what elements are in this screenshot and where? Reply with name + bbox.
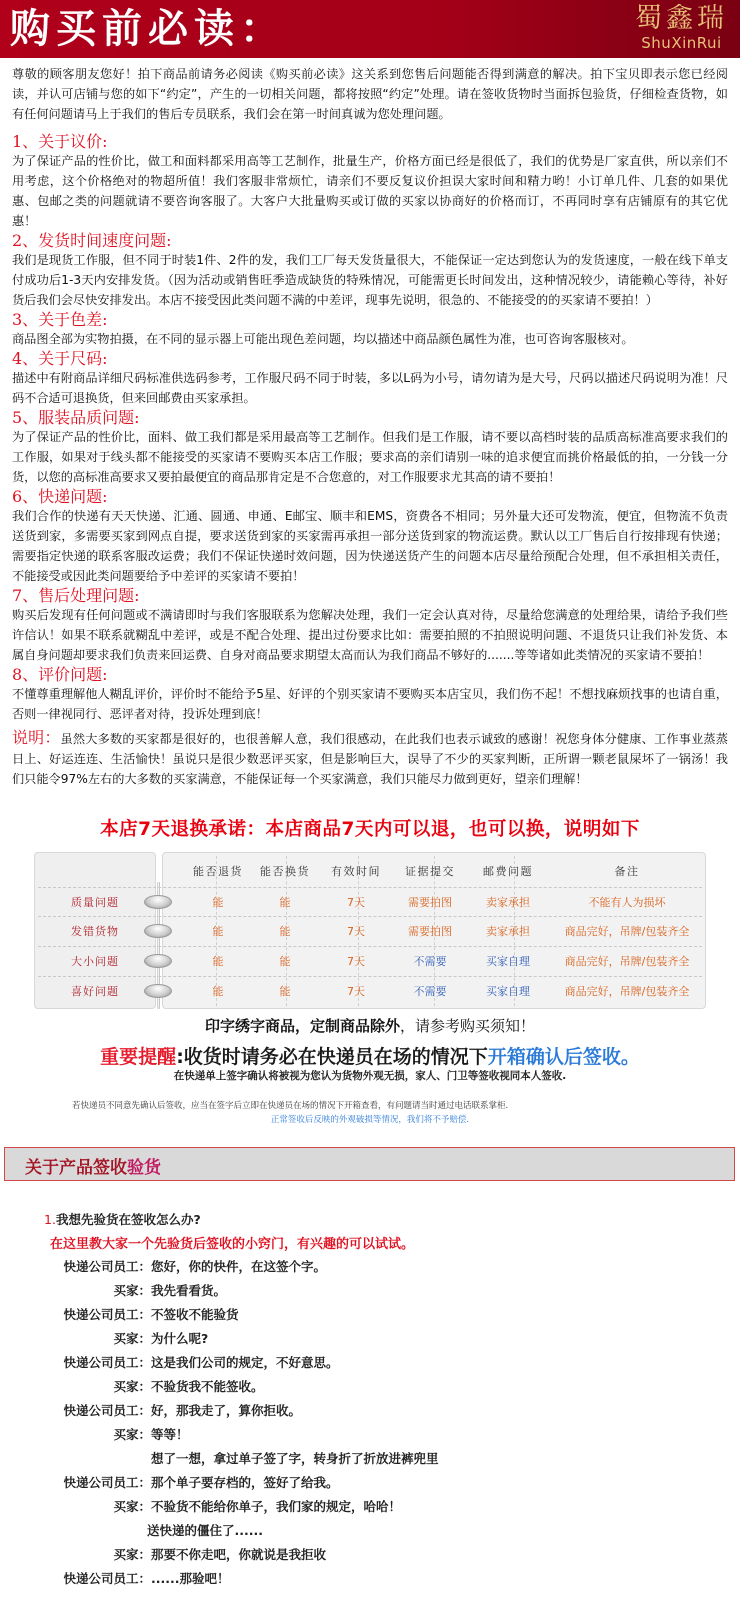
table-cell: 商品完好，吊牌/包装齐全 xyxy=(564,984,690,998)
table-cell: 7天 xyxy=(347,895,365,909)
speaker: 快递公司员工： xyxy=(63,1355,151,1370)
section-body: 我们是现货工作服，但不同于时装1件、2件的发，我们工厂每天发货量很大，不能保证一定达到您认为的发货速度，一般在线下单支付成功后1-3天内安排发货。（因为活动或销售旺季造成缺货的特殊情况，可能需更长时间发出，这种情况较少，请能赖心等待，补好货后我们会尽快安排发出。本店不接受因此类问题不满的中差评，现事先说明，很急的、不能接受的的买家请不要拍！） xyxy=(12,253,728,307)
table-cell: 买家自理 xyxy=(486,984,530,998)
table-cell: 商品完好，吊牌/包装齐全 xyxy=(564,924,690,938)
speech: 那个单子要存档的，签好了给我。 xyxy=(151,1475,339,1490)
speech: 等等！ xyxy=(151,1427,189,1442)
column-header: 能否退货 xyxy=(193,864,243,878)
section-after-sales xyxy=(12,586,728,665)
dialogue-line xyxy=(44,1303,704,1327)
section-header-main: 关于产品签收 xyxy=(25,1158,127,1178)
speaker: 买家： xyxy=(113,1499,151,1514)
speech: 为什么呢? xyxy=(151,1331,209,1346)
narration-line xyxy=(44,1447,704,1471)
column-header: 备注 xyxy=(614,864,640,878)
section-pricing xyxy=(12,132,728,231)
table-cell: 需要拍图 xyxy=(408,895,452,909)
inspection-qa xyxy=(44,1211,704,1591)
table-row xyxy=(34,887,706,916)
speaker: 买家： xyxy=(113,1379,151,1394)
tip-text: 在这里教大家一个先验货后签收的小窍门，有兴趣的可以试试。 xyxy=(50,1237,415,1252)
speaker: 快递公司员工： xyxy=(63,1475,151,1490)
section-reviews xyxy=(12,665,728,724)
speaker: 快递公司员工： xyxy=(63,1403,151,1418)
speech: 这是我们公司的规定，不好意思。 xyxy=(151,1355,339,1370)
exception-note xyxy=(0,1015,740,1036)
section-body: 我们合作的快递有天天快递、汇通、圆通、申通、E邮宝、顺丰和EMS，资费各不相同；另外量大还可发物流，便宜，但物流不负责送货到家，多需要买家到网点自提，要求送货到家的买家需再承担一部分送货到家的物流运费。默认以工厂售后自行按排现有快递；需要指定快递的联系客服改运费；我们不保证快递时效问题，因为快递送货产生的问题本店尽量给预配合处理，但不承担相关责任，不能接受或因此类问题要给予中差评的买家请不要拍！ xyxy=(12,509,728,583)
column-header: 有效时间 xyxy=(331,864,381,878)
row-label: 发错货物 xyxy=(71,924,119,938)
intro-paragraph: 尊敬的顾客朋友您好！拍下商品前请务必阅读《购买前必读》这关系到您售后问题能否得到满意的解决。拍下宝贝即表示您已经阅读，并认可店铺与您的如下“约定”，产生的一切相关问题，都将按照“约定”处理。请在签收货物时当面拆包验货，仔细检查货物，如有任何问题请马上于我们的售后专员联系，我们会在第一时间真诚为您处理问题。 xyxy=(12,67,728,121)
section-sizing xyxy=(12,349,728,408)
table-cell: 7天 xyxy=(347,954,365,968)
table-cell: 能 xyxy=(279,895,291,909)
section-title: 4、关于尺码: xyxy=(12,349,108,368)
reminder-highlight: 开箱确认后签收。 xyxy=(487,1046,640,1068)
table-row xyxy=(34,916,706,945)
reminder-text: 收货时请务必在快递员在场的情况下 xyxy=(183,1046,488,1068)
section-title: 3、关于色差: xyxy=(12,310,108,329)
speaker: 快递公司员工： xyxy=(63,1259,151,1274)
sign-note: 在快递单上签字确认将被视为您认为货物外观无损，家人、门卫等签收视同本人签收. xyxy=(173,1070,567,1082)
section-color-difference xyxy=(12,310,728,349)
table-cell: 买家自理 xyxy=(486,954,530,968)
dialogue-line xyxy=(44,1279,704,1303)
narration: 想了一想，拿过单子签了字，转身折了折放进裤兜里 xyxy=(151,1451,439,1466)
section-body: 为了保证产品的性价比，面料、做工我们都是采用最高等工艺制作。但我们是工作服，请不要以高档时装的品质高标准高要求我们的工作服，如果对于线头都不能接受的买家请不要购买本店工作服；要求高的亲们请别一味的追求便宜而挑价格最低的拍，一分钱一分货，以您的高标准高要求又要拍最便宜的商品那肯定是不合您意的，对工作服要求尤其高的请不要拍！ xyxy=(12,430,728,484)
speech: 不验货我不能签收。 xyxy=(151,1379,264,1394)
speech: 不签收不能验货 xyxy=(151,1307,239,1322)
dialogue-line xyxy=(44,1255,704,1279)
table-cell: 需要拍图 xyxy=(408,924,452,938)
table-cell: 商品完好，吊牌/包装齐全 xyxy=(564,954,690,968)
dialogue-line xyxy=(44,1351,704,1375)
question xyxy=(44,1211,704,1229)
table-cell: 能 xyxy=(212,954,224,968)
reminder-colon: : xyxy=(176,1046,184,1068)
table-cell: 7天 xyxy=(347,984,365,998)
table-cell: 能 xyxy=(212,895,224,909)
dialogue-line xyxy=(44,1423,704,1447)
table-row xyxy=(34,946,706,975)
speech: 我先看看货。 xyxy=(151,1283,227,1298)
column-header: 邮费问题 xyxy=(483,864,533,878)
table-cell: 能 xyxy=(279,984,291,998)
section-body: 为了保证产品的性价比，做工和面料都采用高等工艺制作，批量生产，价格方面已经是很低了，我们的优势是厂家直供，所以亲们不用考虑，这个价格绝对的物超所值！我们客服非常烦忙，请亲们不要反复议价担误大家时间和精力哟！小订单几件、几套的如果优惠、包邮之类的问题就请不要咨询客服了。大客户大批量购买或订做的买家以协商好的价格而订，不再同时享有店铺原有的其它优惠！ xyxy=(12,154,728,228)
narration: 送快递的僵住了...... xyxy=(147,1523,263,1538)
dialogue-line xyxy=(44,1567,704,1591)
speech: 那要不你走吧，你就说是我拒收 xyxy=(151,1547,327,1562)
table-cell: 7天 xyxy=(347,924,365,938)
speech: 好，那我走了，算你拒收。 xyxy=(151,1403,302,1418)
section-header-bar xyxy=(4,1147,735,1181)
courier-note: 若快递员不同意先确认后签收，应当在签字后立即在快递员在场的情况下开箱查看，有问题请当时通过电话联系掌柜. xyxy=(72,1101,509,1111)
table-cell: 不需要 xyxy=(413,954,447,968)
brand-name-cn: 蜀鑫瑞 xyxy=(635,3,728,34)
dialogue-line xyxy=(44,1375,704,1399)
row-label: 质量问题 xyxy=(71,895,119,909)
explanation-note xyxy=(12,728,728,789)
table-cell: 能 xyxy=(212,924,224,938)
section-courier xyxy=(12,487,728,586)
speech: 不验货不能给你单子，我们家的规定，哈哈！ xyxy=(151,1499,402,1514)
section-title: 1、关于议价: xyxy=(12,132,108,151)
row-label: 喜好问题 xyxy=(71,984,119,998)
header-banner xyxy=(0,0,740,58)
table-cell: 不能有人为损坏 xyxy=(588,895,666,909)
dialogue-line xyxy=(44,1327,704,1351)
dialogue-line xyxy=(44,1399,704,1423)
note-label: 说明： xyxy=(12,728,61,747)
brand-name-en: ShuXinRui xyxy=(641,34,722,52)
section-title: 2、发货时间速度问题: xyxy=(12,231,172,250)
speech: ......那验吧！ xyxy=(151,1571,230,1586)
table-cell: 卖家承担 xyxy=(486,924,530,938)
note-body: 虽然大多数的买家都是很好的，也很善解人意，我们很感动，在此我们也表示诚致的感谢！祝您身体分健康、工作事业蒸蒸日上、好运连连、生活愉快！虽说只是很少数恶评买家，但是影响巨大，误导了不少的买家判断，正所谓一颗老鼠屎坏了一锅汤！我们只能令97%左右的大多数的买家满意，不能保证每一个买家满意，我们只能尽力做到更好，望亲们理解！ xyxy=(12,732,728,786)
section-body: 不懂尊重理解他人糊乱评价，评价时不能给予5星、好评的个别买家请不要购买本店宝贝，我们伤不起！不想找麻烦找事的也请自重，否则一律视同行、恶评者对待，投诉处理到底！ xyxy=(12,687,728,721)
page-title: 购买前必读： xyxy=(10,5,286,52)
table-cell: 卖家承担 xyxy=(486,895,530,909)
brand-logo xyxy=(635,4,728,52)
section-quality xyxy=(12,408,728,487)
table-cell: 能 xyxy=(279,954,291,968)
table-cell: 不需要 xyxy=(413,984,447,998)
row-label: 大小问题 xyxy=(71,954,119,968)
speaker: 买家： xyxy=(113,1331,151,1346)
return-promise-headline: 本店7天退换承诺：本店商品7天内可以退，也可以换，说明如下 xyxy=(100,819,640,840)
no-compensation-note: 正常签收后反映的外观破损等情况，我们将不予赔偿. xyxy=(270,1115,470,1125)
column-header: 能否换货 xyxy=(260,864,310,878)
table-cell: 能 xyxy=(212,984,224,998)
section-body: 描述中有附商品详细尺码标准供选码参考，工作服尺码不同于时装，多以L码为小号，请勿请为是大号，尺码以描述尺码说明为准！尺码不合适可退换货，但来回邮费由买家承担。 xyxy=(12,371,728,405)
narration-line xyxy=(44,1519,704,1543)
return-policy-table xyxy=(34,852,706,1009)
table-row xyxy=(34,976,706,1005)
speaker: 买家： xyxy=(113,1283,151,1298)
speaker: 快递公司员工： xyxy=(63,1571,151,1586)
section-title: 8、评价问题: xyxy=(12,665,108,684)
table-header-row xyxy=(34,855,706,886)
section-title: 5、服装品质问题: xyxy=(12,408,140,427)
speech: 您好，你的快件，在这签个字。 xyxy=(151,1259,327,1274)
question-text: 我想先验货在签收怎么办? xyxy=(55,1212,201,1227)
speaker: 买家： xyxy=(113,1547,151,1562)
exception-main: 印字绣字商品，定制商品除外 xyxy=(204,1017,400,1035)
section-header-accent: 验货 xyxy=(127,1158,161,1178)
table-cell: 能 xyxy=(279,924,291,938)
speaker: 买家： xyxy=(113,1427,151,1442)
speaker: 快递公司员工： xyxy=(63,1307,151,1322)
section-title: 7、售后处理问题: xyxy=(12,586,140,605)
dialogue-line xyxy=(44,1543,704,1567)
section-shipping-speed xyxy=(12,231,728,310)
reminder-label: 重要提醒 xyxy=(100,1046,177,1068)
column-header: 证据提交 xyxy=(405,864,455,878)
exception-tail: ，请参考购买须知！ xyxy=(400,1017,536,1035)
dialogue-line xyxy=(44,1495,704,1519)
important-reminder xyxy=(0,1042,740,1069)
section-body: 购买后发现有任何问题或不满请即时与我们客服联系为您解决处理，我们一定会认真对待，尽量给您满意的处理给果，请给予我们些许信认！如果不联系就糊乱中差评，或是不配合处理、提出过份要求比如：需要拍照的不拍照说明问题、不退货只让我们补发货、本属自身问题却要求我们负责来回运费、自身对商品要求期望太高而认为我们商品不够好的.......等等诸如此类情况的买家请不要拍！ xyxy=(12,608,728,662)
section-title: 6、快递问题: xyxy=(12,487,108,506)
policy-sections xyxy=(0,124,740,789)
dialogue-line xyxy=(44,1471,704,1495)
question-number: 1. xyxy=(44,1212,56,1227)
section-body: 商品图全部为实物拍摄，在不同的显示器上可能出现色差问题，均以描述中商品颜色属性为准，也可咨询客服核对。 xyxy=(12,332,634,346)
section-header-title xyxy=(25,1153,161,1178)
